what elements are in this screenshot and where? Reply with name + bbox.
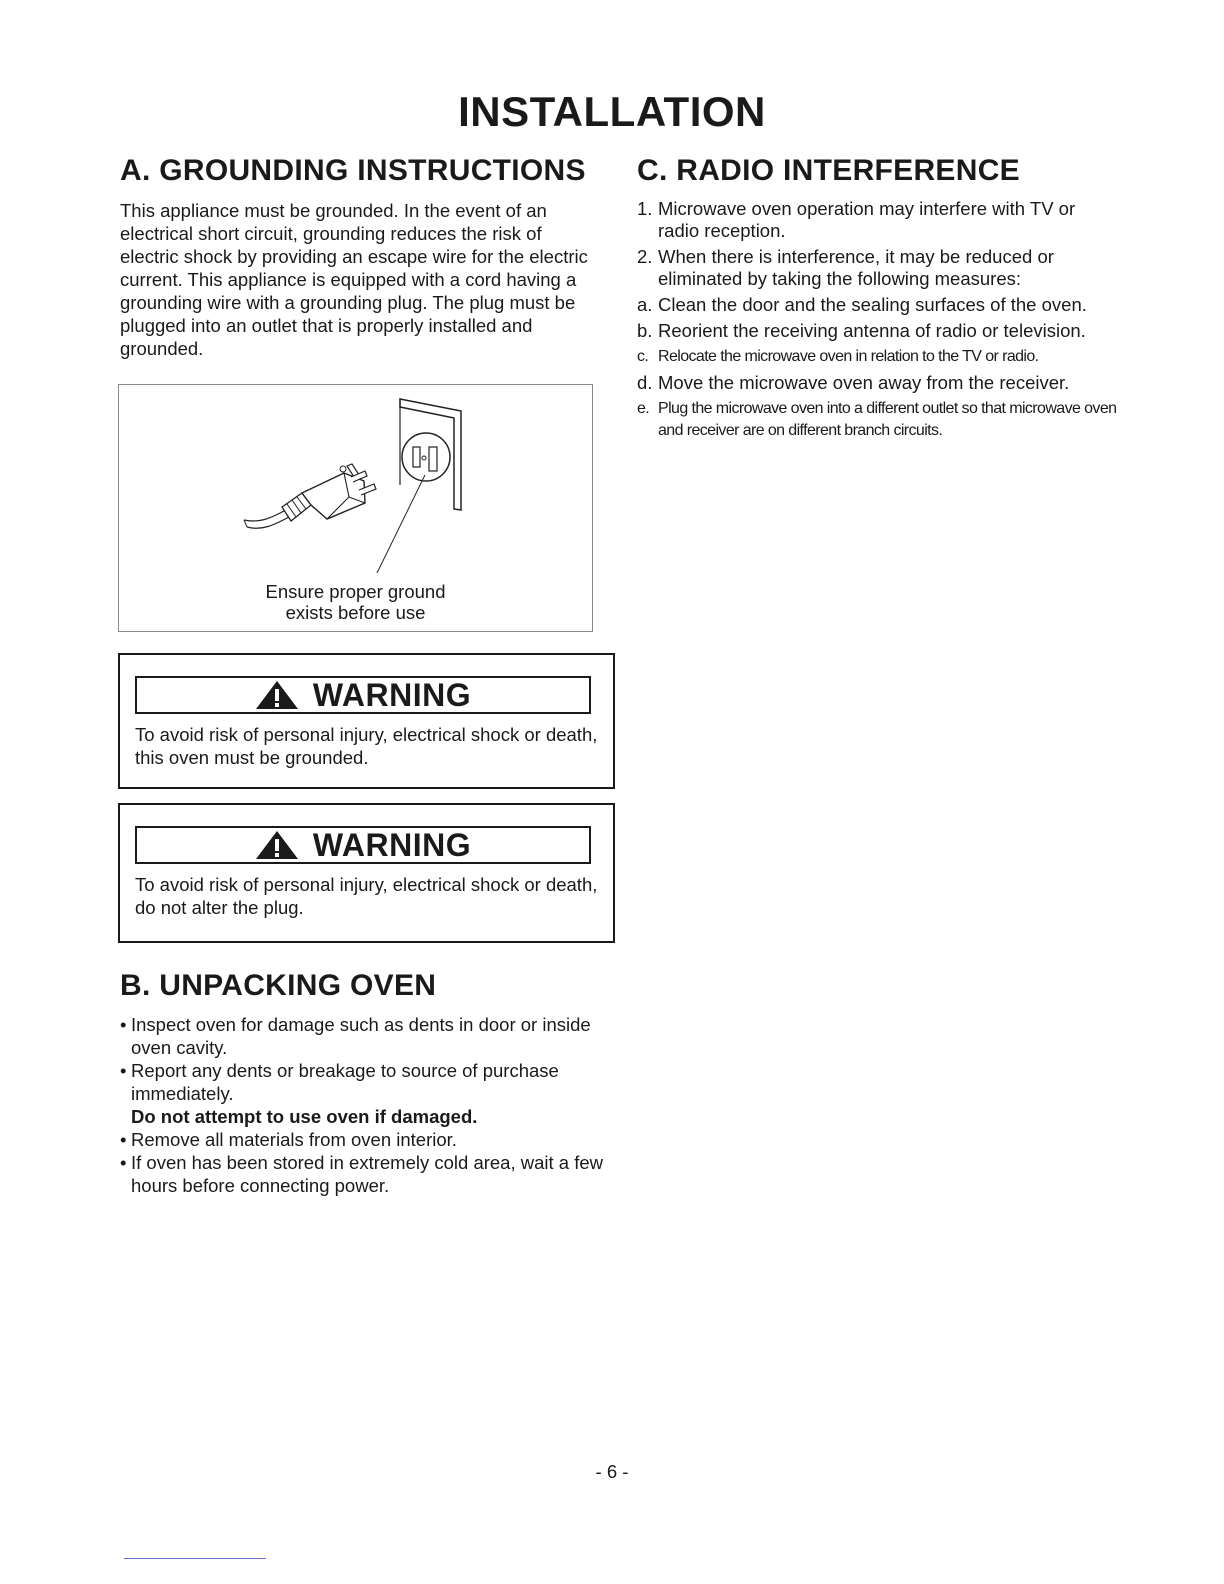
list-item	[637, 294, 1117, 316]
page-title: INSTALLATION	[458, 88, 766, 135]
list-item	[637, 246, 1117, 290]
list-item	[637, 198, 1117, 242]
footer-rule	[124, 1558, 266, 1559]
list-marker: a.	[637, 294, 653, 315]
caption-line-2: exists before use	[285, 602, 426, 623]
list-item-text: When there is interference, it may be reduced or eliminated by taking the following measures:	[658, 246, 1054, 289]
warning-triangle-icon	[255, 680, 299, 710]
list-item-text: Move the microwave oven away from the receiver.	[658, 372, 1070, 393]
list-item-text: Microwave oven operation may interfere with TV or radio reception.	[658, 198, 1076, 241]
damage-note: Do not attempt to use oven if damaged.	[131, 1106, 478, 1127]
warning-text: To avoid risk of personal injury, electrical shock or death, do not alter the plug.	[135, 874, 598, 918]
list-item	[120, 1013, 610, 1059]
interference-list	[637, 198, 1117, 446]
list-item-text: Report any dents or breakage to source of purchase immediately.	[131, 1060, 559, 1104]
list-marker: b.	[637, 320, 653, 341]
list-marker: d.	[637, 372, 653, 393]
list-item-text: Remove all materials from oven interior.	[131, 1129, 457, 1150]
bullet: •	[120, 1060, 127, 1081]
list-marker: c.	[637, 348, 649, 365]
warning-title: WARNING	[312, 676, 472, 713]
list-item-text: Clean the door and the sealing surfaces of the oven.	[658, 294, 1087, 315]
list-item-text: If oven has been stored in extremely cold area, wait a few hours before connecting power.	[131, 1152, 604, 1196]
bullet: •	[120, 1014, 127, 1035]
figure-caption	[119, 581, 592, 623]
warning-title: WARNING	[312, 826, 472, 863]
list-item-text: Plug the microwave oven into a different outlet so that microwave oven and receiver are on different branch circuits.	[658, 400, 1117, 439]
section-a-heading: A. GROUNDING INSTRUCTIONS	[120, 154, 586, 187]
list-item	[120, 1128, 610, 1151]
page-number: - 6 -	[595, 1461, 629, 1482]
list-item	[120, 1059, 610, 1105]
list-item	[637, 346, 1117, 368]
list-marker: e.	[637, 400, 650, 417]
grounding-paragraph: This appliance must be grounded. In the event of an electrical short circuit, grounding reduces the risk of electric shock by providing an escape wire for the electric current. This appliance is equipped with a cord having a grounding wire with a grounding plug. The plug must be plugged into an outlet that is properly installed and grounded.	[120, 200, 588, 359]
warning-header	[135, 826, 591, 864]
bullet: •	[120, 1152, 127, 1173]
list-marker: 2.	[637, 246, 653, 267]
list-item	[120, 1151, 610, 1197]
list-item-text: Relocate the microwave oven in relation to the TV or radio.	[658, 348, 1039, 365]
section-b-heading: B. UNPACKING OVEN	[120, 969, 437, 1002]
list-item	[637, 372, 1117, 394]
grounding-figure	[118, 384, 593, 632]
list-item-text: Reorient the receiving antenna of radio or television.	[658, 320, 1086, 341]
list-marker: 1.	[637, 198, 653, 219]
warning-triangle-icon	[255, 830, 299, 860]
warning-text: To avoid risk of personal injury, electrical shock or death, this oven must be grounded.	[135, 724, 598, 768]
caption-line-1: Ensure proper ground	[265, 581, 446, 602]
list-item	[637, 398, 1117, 442]
warning-header	[135, 676, 591, 714]
warning-box-plug	[118, 803, 615, 943]
warning-box-grounded	[118, 653, 615, 789]
bullet: •	[120, 1129, 127, 1150]
list-item	[637, 320, 1117, 342]
unpacking-list	[120, 1013, 610, 1197]
list-item-text: Inspect oven for damage such as dents in door or inside oven cavity.	[131, 1014, 591, 1058]
section-c-heading: C. RADIO INTERFERENCE	[637, 154, 1020, 187]
